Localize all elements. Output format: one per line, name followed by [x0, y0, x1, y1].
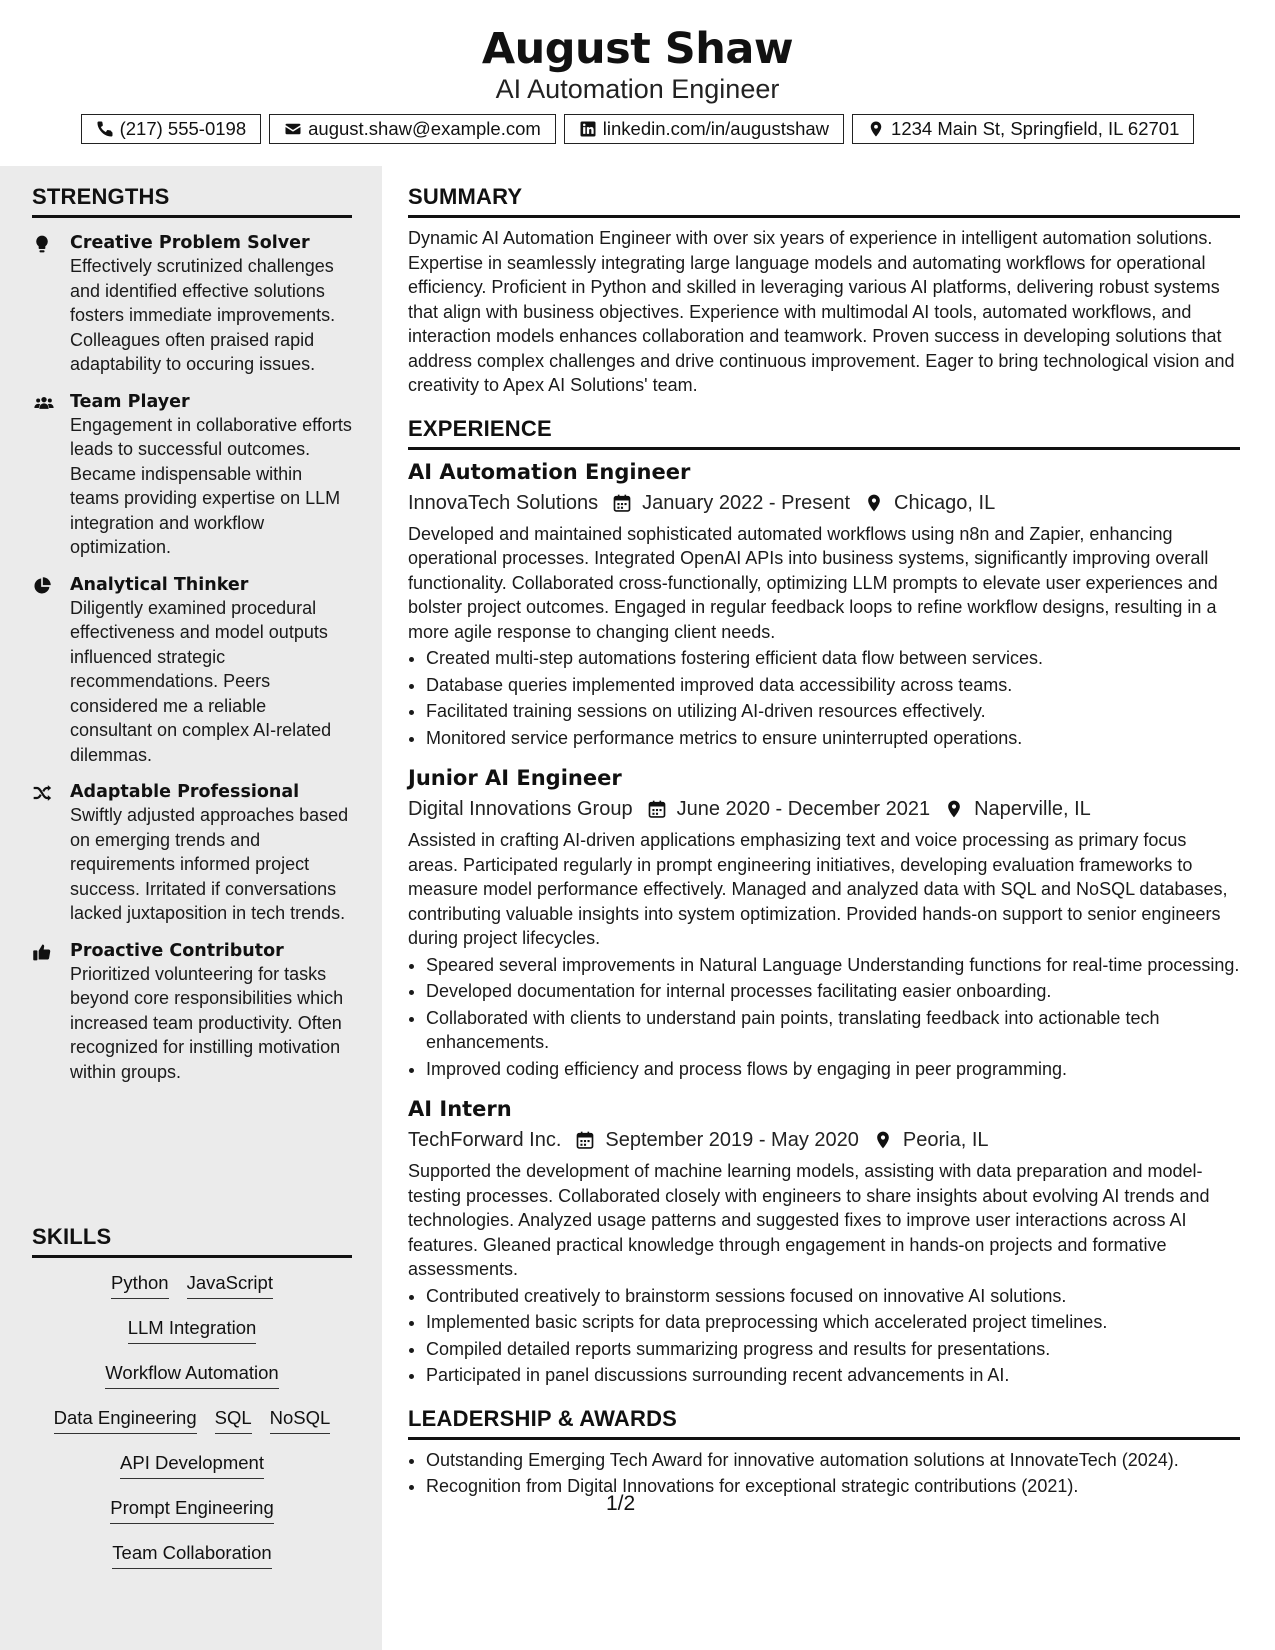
strength-title: Team Player: [70, 391, 190, 412]
shuffle-icon: [32, 783, 52, 803]
skill-tag: Workflow Automation: [105, 1362, 278, 1389]
bullet-item: • Developed documentation for internal processes facilitating easier onboarding.: [426, 979, 1240, 1004]
skill-row: [32, 1317, 352, 1362]
contact-phone[interactable]: [81, 114, 262, 144]
lightbulb-icon: [32, 234, 52, 254]
job-location: Chicago, IL: [894, 491, 996, 514]
bullet-item: • Collaborated with clients to understand pain points, translating feedback into actionable tech enhancements.: [426, 1006, 1240, 1055]
contact-bar: [0, 114, 1275, 144]
job-bullets: [426, 646, 1240, 750]
skill-tag: Prompt Engineering: [110, 1497, 274, 1524]
experience-section: [408, 416, 1240, 1388]
main-content: [408, 166, 1240, 1499]
linkedin-icon: [579, 120, 597, 138]
skill-row: [32, 1362, 352, 1407]
job-dates: January 2022 - Present: [642, 491, 851, 514]
job-bullets: [426, 953, 1240, 1082]
strength-description: Prioritized volunteering for tasks beyond core responsibilities which increased team productivity. Often recognized for instilling motivation within groups.: [70, 963, 344, 1082]
calendar-icon: [612, 493, 632, 513]
job-title: AI Automation Engineer: [408, 459, 691, 484]
strengths-section: [32, 184, 352, 1084]
job-location: Naperville, IL: [974, 798, 1091, 820]
skill-tag: JavaScript: [187, 1272, 273, 1299]
strength-title: Adaptable Professional: [70, 782, 300, 802]
job-company: Digital Innovations Group: [408, 798, 633, 820]
strength-description: Engagement in collaborative efforts leads to successful outcomes. Became indispensable within teams providing expertise on LLM integration and workflow optimization.: [70, 414, 352, 557]
calendar-icon: [575, 1130, 595, 1150]
strength-title: Creative Problem Solver: [70, 233, 310, 253]
contact-phone-text: (217) 555-0198: [119, 118, 247, 139]
bullet-item: • Database queries implemented improved data accessibility across teams.: [426, 673, 1240, 698]
strength-title: Proactive Contributor: [70, 940, 284, 961]
strength-title: Analytical Thinker: [70, 574, 249, 595]
strength-description: Swiftly adjusted approaches based on emerging trends and requirements informed project success. Irritated if conversations lacked juxtaposition in tech trends.: [70, 805, 349, 923]
summary-text: Dynamic AI Automation Engineer with over six years of experience in intelligent automation solutions. Expertise in seamlessly integrating large language models and automating workflows for operational efficiency. Proficient in Python and skilled in leveraging various AI platforms, delivering robust systems that align with business objectives. Experience with multimodal AI tools, automated workflows, and interaction models enhances collaboration and teamwork. Proven success in developing solutions that address complex challenges and drive continuous improvement. Eager to bring technological vision and creativity to Apex AI Solutions' team.: [408, 228, 1235, 395]
job-title: AI Intern: [408, 1097, 512, 1121]
awards-list: [426, 1448, 1240, 1499]
calendar-icon: [647, 799, 667, 819]
bullet-item: • Contributed creatively to brainstorm sessions focused on innovative AI solutions.: [426, 1284, 1240, 1309]
job-title: Junior AI Engineer: [408, 766, 622, 790]
thumbs-up-icon: [32, 942, 52, 962]
candidate-role: AI Automation Engineer: [495, 74, 780, 104]
page-number: 1/2: [606, 1492, 636, 1515]
job-company: TechForward Inc.: [408, 1129, 562, 1151]
award-item: • Outstanding Emerging Tech Award for innovative automation solutions at InnovateTech (2024).: [426, 1448, 1240, 1473]
experience-heading: EXPERIENCE: [408, 416, 1240, 450]
job-entry: [408, 458, 1240, 751]
award-item: • Recognition from Digital Innovations for exceptional strategic contributions (2021).: [426, 1474, 1240, 1499]
job-description: Assisted in crafting AI-driven applications emphasizing text and voice processing as primary focus areas. Participated regularly in prompt engineering initiatives, developing evaluation frameworks to measure model performance effectively. Managed and analyzed data with SQL and NoSQL databases, contributing valuable insights into system optimization. Provided hands-on support to senior engineers during project lifecycles.: [408, 830, 1228, 948]
map-pin-icon: [944, 799, 964, 819]
job-entry: [408, 1095, 1240, 1388]
skill-row: [32, 1497, 352, 1542]
bullet-item: • Implemented basic scripts for data preprocessing which accelerated project timelines.: [426, 1310, 1240, 1335]
contact-email-text: august.shaw@example.com: [308, 118, 541, 139]
job-description: Developed and maintained sophisticated automated workflows using n8n and Zapier, enhancing operational processes. Integrated OpenAI APIs into business systems, significantly improving overall functionality. Collaborated cross-functionally, optimizing LLM prompts to elevate user experiences and bolster project outcomes. Engaged in regular feedback loops to refine workflow designs, resulting in a more agile response to changing client needs.: [408, 523, 1218, 642]
map-pin-icon: [873, 1130, 893, 1150]
job-meta: [408, 488, 1240, 518]
phone-icon: [96, 120, 114, 138]
summary-heading: SUMMARY: [408, 184, 1240, 218]
strength-item: [32, 940, 352, 1085]
sidebar: [0, 166, 382, 1650]
strength-item: [32, 391, 352, 560]
pie-chart-icon: [32, 576, 52, 596]
awards-heading: LEADERSHIP & AWARDS: [408, 1406, 1240, 1440]
strengths-heading: STRENGTHS: [32, 184, 352, 218]
skill-tag: Data Engineering: [54, 1407, 197, 1434]
job-dates: September 2019 - May 2020: [605, 1129, 859, 1151]
users-icon: [32, 393, 56, 413]
strength-item: [32, 574, 352, 768]
bullet-item: • Participated in panel discussions surrounding recent advancements in AI.: [426, 1363, 1240, 1388]
job-company: InnovaTech Solutions: [408, 491, 599, 514]
awards-section: [408, 1406, 1240, 1499]
job-bullets: [426, 1284, 1240, 1388]
job-location: Peoria, IL: [902, 1129, 989, 1151]
bullet-item: • Facilitated training sessions on utilizing AI-driven resources effectively.: [426, 699, 1240, 724]
skills-section: [32, 1224, 352, 1587]
skill-tag: Python: [111, 1272, 169, 1299]
bullet-item: • Monitored service performance metrics to ensure uninterrupted operations.: [426, 726, 1240, 751]
bullet-item: • Speared several improvements in Natural Language Understanding functions for real-time processing.: [426, 953, 1240, 978]
skill-row: [32, 1452, 352, 1497]
skill-tag: SQL: [215, 1407, 252, 1434]
contact-email[interactable]: [269, 114, 556, 144]
skill-row: [32, 1407, 352, 1452]
skill-row: [32, 1272, 352, 1317]
candidate-name: August Shaw: [481, 24, 794, 74]
job-description: Supported the development of machine learning models, assisting with data preparation and model-testing processes. Collaborated closely with engineers to share insights about evolving AI trends and technologies. Analyzed usage patterns and suggested fixes to improve user interactions across AI features. Gleaned practical knowledge through engagement in hands-on projects and formative assessments.: [408, 1161, 1210, 1279]
contact-address-text: 1234 Main St, Springfield, IL 62701: [891, 118, 1180, 139]
skill-row: [32, 1542, 352, 1587]
job-dates: June 2020 - December 2021: [676, 798, 931, 820]
bullet-item: • Compiled detailed reports summarizing progress and results for presentations.: [426, 1337, 1240, 1362]
skill-tag: API Development: [120, 1452, 264, 1479]
strength-description: Effectively scrutinized challenges and identified effective solutions fosters immediate improvements. Colleagues often praised rapid adaptability to occuring issues.: [70, 256, 336, 374]
job-entry: [408, 764, 1240, 1081]
strength-item: [32, 232, 352, 377]
map-pin-icon: [864, 493, 884, 513]
skill-tag: LLM Integration: [128, 1317, 257, 1344]
job-meta: [408, 1125, 1240, 1155]
envelope-icon: [284, 120, 302, 138]
bullet-item: • Improved coding efficiency and process flows by engaging in peer programming.: [426, 1057, 1240, 1082]
strength-description: Diligently examined procedural effectiveness and model outputs influenced strategic recommendations. Peers considered me a reliable consultant on complex AI-related dilemmas.: [70, 597, 332, 765]
map-pin-icon: [867, 120, 885, 138]
skills-heading: SKILLS: [32, 1224, 352, 1258]
job-meta: [408, 794, 1240, 824]
resume-header: [0, 0, 1275, 166]
summary-section: [408, 184, 1240, 398]
contact-linkedin[interactable]: [564, 114, 844, 144]
bullet-item: • Created multi-step automations fostering efficient data flow between services.: [426, 646, 1240, 671]
contact-linkedin-text: linkedin.com/in/augustshaw: [602, 118, 830, 139]
contact-address[interactable]: [852, 114, 1194, 144]
skill-tag: Team Collaboration: [112, 1542, 271, 1569]
skill-tag: NoSQL: [270, 1407, 331, 1434]
strength-item: [32, 781, 352, 926]
